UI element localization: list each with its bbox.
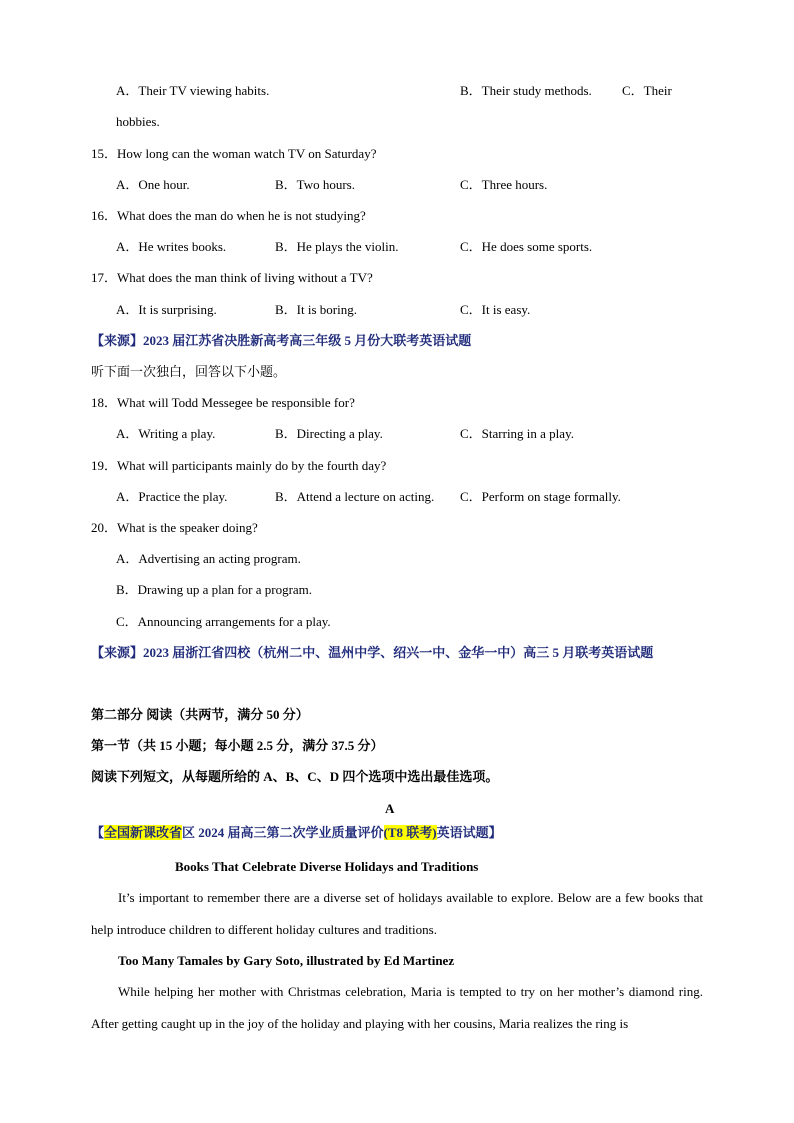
q19-option-c: C．Perform on stage formally. bbox=[460, 489, 621, 504]
section1-heading: 第一节（共 15 小题；每小题 2.5 分，满分 37.5 分） bbox=[91, 738, 384, 753]
q14-option-c-continued: hobbies. bbox=[116, 114, 160, 129]
reading-instruction: 阅读下列短文，从每题所给的 A、B、C、D 四个选项中选出最佳选项。 bbox=[91, 769, 499, 784]
source-note-1: 【来源】2023 届江苏省决胜新高考高三年级 5 月份大联考英语试题 bbox=[91, 333, 472, 348]
q16-stem: 16．What does the man do when he is not studying? bbox=[91, 208, 366, 223]
q14-option-b: B．Their study methods. bbox=[460, 83, 592, 98]
part2-heading: 第二部分 阅读（共两节，满分 50 分） bbox=[91, 707, 309, 722]
source3-open: 【 bbox=[91, 825, 105, 840]
passage-letter: A bbox=[385, 801, 395, 816]
q20-option-c: C．Announcing arrangements for a play. bbox=[116, 614, 331, 629]
q14-option-a: A．Their TV viewing habits. bbox=[116, 83, 270, 98]
paragraph-1-text: It’s important to remember there are a diverse set of holidays available to explore. Below are a few books that help introduce children to different holiday cultures and traditions. bbox=[91, 890, 703, 937]
q15-option-b: B．Two hours. bbox=[275, 177, 355, 192]
q14-option-c: C．Their bbox=[622, 83, 672, 98]
monologue-instruction: 听下面一次独白，回答以下小题。 bbox=[91, 364, 287, 379]
q15-stem: 15．How long can the woman watch TV on Saturday? bbox=[91, 146, 377, 161]
q15-option-c: C．Three hours. bbox=[460, 177, 548, 192]
paragraph-2-text: While helping her mother with Christmas celebration, Maria is tempted to try on her mother’s diamond ring. After getting caught up in the joy of the holiday and playing with her cousins, Maria realizes the ring is bbox=[91, 984, 703, 1031]
q16-option-a: A．He writes books. bbox=[116, 239, 227, 254]
q19-option-a: A．Practice the play. bbox=[116, 489, 228, 504]
q20-stem: 20．What is the speaker doing? bbox=[91, 520, 258, 535]
source3-close: 英语试题】 bbox=[436, 825, 502, 840]
q19-option-b: B．Attend a lecture on acting. bbox=[275, 489, 435, 504]
q17-option-c: C．It is easy. bbox=[460, 302, 531, 317]
passage-title: Books That Celebrate Diverse Holidays and Traditions bbox=[175, 859, 479, 874]
q17-stem: 17．What does the man think of living without a TV? bbox=[91, 270, 373, 285]
source-note-3 bbox=[91, 825, 502, 841]
source3-highlight-2: (T8 联考) bbox=[383, 825, 437, 840]
q17-option-a: A．It is surprising. bbox=[116, 302, 217, 317]
q18-option-a: A．Writing a play. bbox=[116, 426, 216, 441]
q15-option-a: A．One hour. bbox=[116, 177, 190, 192]
q18-stem: 18．What will Todd Messegee be responsible for? bbox=[91, 395, 355, 410]
source3-highlight-1: 全国新课改省 bbox=[104, 825, 183, 840]
q18-option-c: C．Starring in a play. bbox=[460, 426, 574, 441]
q17-option-b: B．It is boring. bbox=[275, 302, 357, 317]
source-note-2: 【来源】2023 届浙江省四校（杭州二中、温州中学、绍兴一中、金华一中）高三 5 月联考英语试题 bbox=[91, 645, 654, 660]
source3-mid: 区 2024 届高三第二次学业质量评价 bbox=[182, 825, 384, 840]
passage-paragraph-2 bbox=[91, 976, 703, 1040]
q20-option-a: A．Advertising an acting program. bbox=[116, 551, 301, 566]
passage-paragraph-1 bbox=[91, 882, 703, 946]
q20-option-b: B．Drawing up a plan for a program. bbox=[116, 582, 313, 597]
book-1-title: Too Many Tamales by Gary Soto, illustrated by Ed Martinez bbox=[118, 953, 455, 968]
q19-stem: 19．What will participants mainly do by the fourth day? bbox=[91, 458, 387, 473]
q16-option-b: B．He plays the violin. bbox=[275, 239, 399, 254]
q18-option-b: B．Directing a play. bbox=[275, 426, 383, 441]
q16-option-c: C．He does some sports. bbox=[460, 239, 593, 254]
